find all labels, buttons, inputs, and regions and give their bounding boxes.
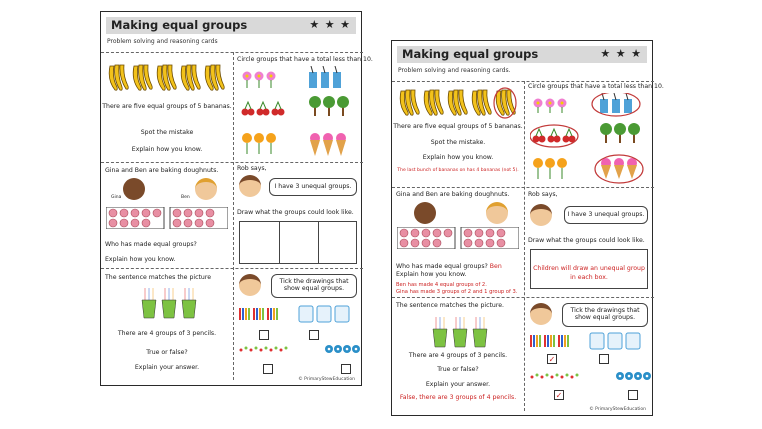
rob-speech-bubble: I have 3 unequal groups. (564, 206, 648, 224)
difficulty-stars: ★ ★ ★ (600, 47, 642, 60)
q4-says: Rob says, (528, 191, 558, 198)
q4-instruction: Draw what the groups could look like. (237, 209, 354, 216)
rob-avatar (239, 175, 261, 197)
q1-explain: Explain how you know. (422, 154, 494, 161)
q1-prompt: Spot the mistake (140, 129, 194, 136)
q6-pictures (237, 304, 361, 368)
q1-explain: Explain how you know. (131, 146, 203, 153)
q4-instruction: Draw what the groups could look like. (528, 237, 645, 244)
bubble-line-2: show equal groups. (283, 285, 345, 292)
tick-box-pencils[interactable]: ✓ (548, 355, 556, 364)
q5-explain: Explain your answer. (134, 364, 200, 371)
row-divider (101, 52, 363, 53)
pencil-pot-icon-group (139, 286, 199, 320)
gina-label: Gina (111, 195, 122, 200)
pencil-row-icon (239, 308, 278, 320)
cherry-icon-group (242, 102, 285, 116)
subtitle: Problem solving and reasoning cards (107, 38, 218, 45)
tick-box-rings[interactable] (628, 390, 638, 400)
row-divider (392, 81, 654, 82)
rob-speech-bubble: I have 3 unequal groups. (269, 178, 357, 196)
cup-icon-group (309, 66, 341, 88)
ben-avatar (486, 202, 508, 224)
jar-icon-group (299, 306, 349, 322)
q4-answer-line-1: Children will draw an unequal group (533, 265, 645, 272)
row-divider (392, 187, 654, 188)
bead-string-icon (240, 347, 288, 352)
difficulty-stars: ★ ★ ★ (309, 18, 351, 31)
tick-box-beads[interactable]: ✓ (555, 391, 563, 400)
tick-speech-bubble (271, 274, 357, 298)
bubble-line-2: show equal groups. (574, 314, 636, 321)
q2-instruction: Circle groups that have a total less than 10. (237, 56, 373, 63)
tick-speech-bubble (562, 303, 648, 327)
q1-answer: The last bunch of bananas on has 4 bananas (not 5). (397, 168, 519, 173)
q3-question (396, 263, 502, 270)
child-avatar (239, 274, 261, 296)
header-bar (106, 17, 356, 34)
header-bar (397, 46, 647, 63)
q3-question: Who has made equal groups? (105, 241, 197, 248)
banana-icon-group (398, 85, 518, 119)
rob-avatar (530, 204, 552, 226)
box-divider (318, 222, 319, 263)
ice-cream-icon-group (310, 133, 346, 156)
row-divider (101, 162, 363, 163)
column-divider (524, 81, 525, 411)
tree-icon-group (309, 96, 349, 116)
gina-avatar (414, 202, 436, 224)
page-title: Making equal groups (111, 18, 248, 32)
q3-answer-line-2: Gina has made 3 groups of 2 and 1 group of 3. (396, 289, 518, 295)
q4-says: Rob says, (237, 165, 267, 172)
worksheet-answers (391, 40, 664, 416)
q3-question-text: Who has made equal groups? (396, 263, 488, 270)
drawing-area[interactable] (239, 221, 357, 264)
row-divider (392, 297, 654, 298)
pencil-pot-icon-group (430, 315, 490, 349)
q1-statement: There are five equal groups of 5 bananas. (102, 103, 232, 110)
banana-icon-group (107, 60, 227, 94)
column-divider (233, 52, 234, 380)
child-avatar (530, 303, 552, 325)
q3-statement: Gina and Ben are baking doughnuts. (396, 191, 510, 198)
sunflower-icon-group (242, 133, 276, 154)
footer-credit: © PrimaryStewEducation (298, 377, 355, 382)
flower-icon-group (243, 72, 276, 89)
q3-explain: Explain how you know. (396, 271, 467, 278)
page-title: Making equal groups (402, 47, 539, 61)
tick-box-jars[interactable] (599, 354, 609, 364)
q4-answer-line-2: in each box. (570, 274, 608, 281)
gina-avatar (123, 178, 145, 200)
bubble-line-1: Tick the drawings that (279, 278, 349, 285)
ben-avatar (195, 178, 217, 200)
footer-credit: © PrimaryStewEducation (589, 407, 646, 412)
q1-statement: There are five equal groups of 5 bananas. (393, 123, 523, 130)
q5-explain: Explain your answer. (425, 381, 491, 388)
q5-sentence: There are 4 groups of 3 pencils. (408, 352, 508, 359)
tick-box-beads[interactable] (263, 364, 273, 374)
q5-answer: False, there are 3 groups of 4 pencils. (399, 394, 517, 401)
box-divider (279, 222, 280, 263)
q3-answer-inline: Ben (489, 263, 502, 270)
doughnut-trays (397, 227, 519, 249)
drawing-area[interactable] (530, 249, 648, 289)
subtitle: Problem solving and reasoning cards. (398, 67, 511, 74)
q3-explain: Explain how you know. (105, 256, 176, 263)
doughnut-trays (106, 207, 228, 229)
worksheet-question (100, 11, 373, 386)
q3-statement: Gina and Ben are baking doughnuts. (105, 167, 219, 174)
bubble-line-1: Tick the drawings that (570, 307, 640, 314)
tick-box-pencils[interactable] (259, 330, 269, 340)
q2-pictures (239, 66, 359, 160)
tick-box-rings[interactable] (341, 364, 351, 374)
gear-bead-icon-group (325, 345, 360, 353)
q5-true-false: True or false? (146, 349, 188, 356)
q5-statement: The sentence matches the picture. (396, 302, 505, 309)
tick-box-jars[interactable] (309, 330, 319, 340)
q2-pictures (530, 93, 650, 187)
row-divider (101, 268, 363, 269)
q5-true-false: True or false? (437, 366, 479, 373)
q5-statement: The sentence matches the picture (105, 274, 212, 281)
q3-answer-line-1: Ben has made 4 equal groups of 2. (396, 282, 487, 288)
ben-label: Ben (181, 195, 190, 200)
q2-instruction: Circle groups that have a total less than 10. (528, 83, 664, 90)
q1-prompt: Spot the mistake. (430, 139, 486, 146)
q5-sentence: There are 4 groups of 3 pencils. (117, 330, 217, 337)
